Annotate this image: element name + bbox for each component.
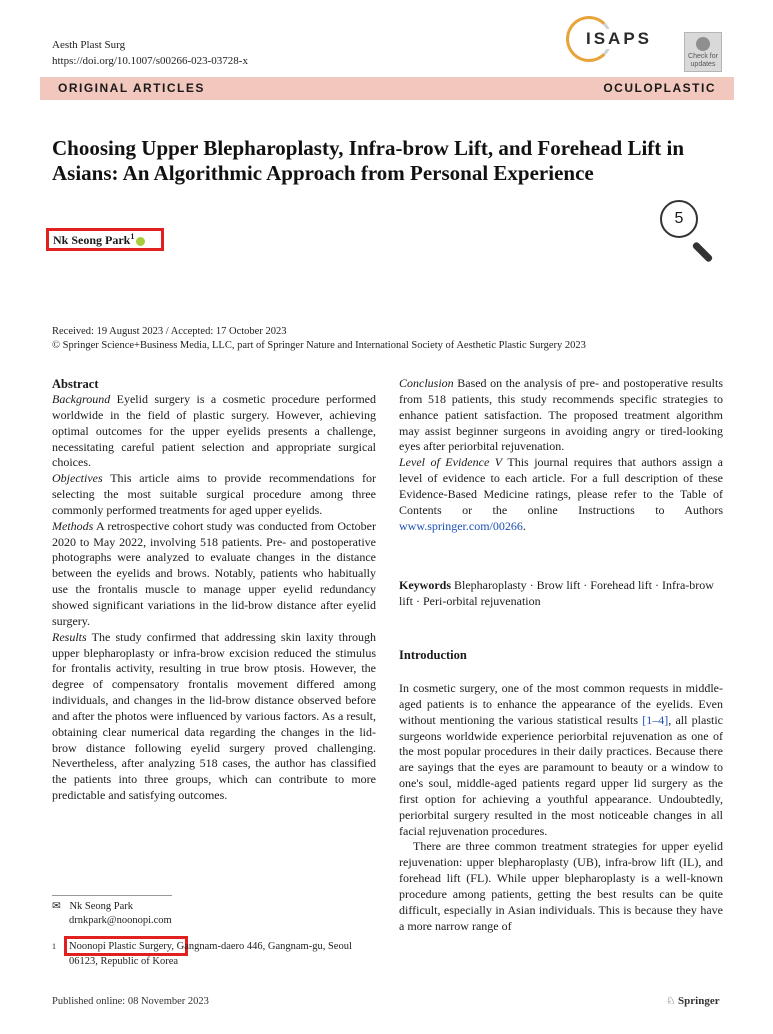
author-affil-sup: 1	[130, 232, 135, 241]
abstract-results	[52, 630, 376, 804]
abstract-methods	[52, 519, 376, 630]
springer-link[interactable]: www.springer.com/00266	[399, 518, 523, 533]
methods-label: Methods	[52, 518, 94, 533]
doi-link[interactable]: https://doi.org/10.1007/s00266-023-03728-x	[52, 55, 248, 67]
introduction-heading: Introduction	[399, 648, 467, 662]
footnote-rule	[52, 895, 172, 896]
affiliation-address: Gangnam-daero 446, Gangnam-gu, Seoul 06123, Republic of Korea	[69, 941, 352, 967]
author-email[interactable]: drnkpark@noonopi.com	[69, 915, 172, 926]
envelope-icon: ✉	[52, 901, 61, 912]
abstract-objectives	[52, 471, 376, 519]
results-text: The study confirmed that addressing skin laxity through upper blepharoplasty or infra-brow excision reduced the stimulus for frontalis activity, resulting in true brow ptosis. However, the degree of compensatory frontalis movement differed among individuals, and changes in the lid-brow distance observed before and after the photos were influenced by various factors. As a result, obtaining clear numerical data regarding the changes in the lid-brow distance following eyelid surgery proved challenging. Nevertheless, after analyzing 518 cases, the author has classified the patients into three groups, which can contribute to more predictable and satisfying outcomes.	[52, 629, 376, 803]
article-title: Choosing Upper Blepharoplasty, Infra-brow Lift, and Forehead Lift in Asians: An Algorithmic Approach from Personal Experience	[52, 136, 685, 185]
isaps-logo	[566, 16, 654, 62]
introduction-heading-wrap	[399, 647, 723, 663]
affil-number: 1	[52, 942, 56, 951]
copyright-line: © Springer Science+Business Media, LLC, part of Springer Nature and International Society of Aesthetic Plastic Surgery 2023	[52, 340, 586, 351]
keywords-text: Blepharoplasty · Brow lift · Forehead lift · Infra-brow lift · Peri-orbital rejuvenation	[399, 578, 714, 608]
abstract-background	[52, 392, 376, 471]
objectives-text: This article aims to provide recommendations for selecting the most suitable surgical procedure among three commonly performed treatments for aged upper eyelids.	[52, 471, 376, 517]
published-online: Published online: 08 November 2023	[52, 996, 209, 1007]
background-text: Eyelid surgery is a cosmetic procedure performed worldwide in the field of plastic surgery. However, achieving optimal outcomes for the upper eyelids presents a challenge, necessitating careful patient selection and appropriate surgical choices.	[52, 392, 377, 470]
abstract-level-of-evidence	[399, 455, 723, 534]
magnifier-handle	[692, 241, 714, 263]
check-for-updates-badge[interactable]	[684, 32, 722, 72]
results-label: Results	[52, 629, 87, 644]
loe-text: This journal requires that authors assign a level of evidence to each article. For a full description of these Evidence-Based Medicine ratings, please refer to the Table of Contents or the online Instructions to Authors	[399, 455, 723, 517]
affiliation-name: Noonopi Plastic Surgery,	[69, 941, 174, 952]
magnifier-icon	[660, 200, 720, 260]
springer-label: Springer	[678, 995, 720, 1007]
orcid-icon[interactable]	[136, 237, 145, 246]
received-accepted: Received: 19 August 2023 / Accepted: 17 October 2023	[52, 326, 287, 337]
corresponding-author: Nk Seong Park	[69, 901, 134, 912]
abstract-left-column	[52, 376, 376, 804]
affiliation	[69, 939, 369, 969]
journal-name: Aesth Plast Surg	[52, 39, 126, 51]
intro-paragraph-1	[399, 681, 723, 839]
springer-horse-icon: ♘	[666, 996, 676, 1007]
abstract-right-column	[399, 376, 723, 534]
intro-p1-b: , all plastic surgeons worldwide experience periorbital rejuvenation as one of the most popular procedures in their daily practices. Because there are sayings that the eyes are paramount to beauty or a window to one's soul, middle-aged patients regard upper lid surgery as the first option for achieving a youthful appearance. Undoubtedly, periorbital surgery resulted in the most noticeable changes in all facial rejuvenation procedures.	[399, 712, 724, 838]
magnifier-number: 5	[660, 200, 698, 238]
reference-link[interactable]: [1–4]	[642, 712, 669, 727]
introduction-body	[399, 681, 723, 935]
category-label: OCULOPLASTIC	[603, 81, 716, 95]
correspondence	[52, 899, 133, 914]
check-updates-label: Check for updates	[688, 53, 718, 68]
springer-footer-logo	[666, 995, 720, 1007]
author-name[interactable]: Nk Seong Park	[53, 233, 131, 247]
objectives-label: Objectives	[52, 471, 103, 486]
intro-paragraph-2: There are three common treatment strategies for upper eyelid rejuvenation: upper blepharoplasty (UB), infra-brow lift (IL), and forehead lift (FL). While upper blepharoplasty is a well-known procedure among patients, getting the best results can be quite difficult, especially in Asian individuals. This is because they have a more narrow range of	[399, 839, 723, 933]
conclusion-label: Conclusion	[399, 376, 454, 390]
isaps-logo-text: ISAPS	[586, 29, 653, 48]
keywords-label: Keywords	[399, 578, 451, 592]
section-band	[40, 77, 734, 100]
author-line	[53, 232, 145, 248]
intro-p1-a: In cosmetic surgery, one of the most common requests in middle-aged patients is to enhance the appearance of the eyelids. Even without mentioning the various statistical results	[399, 681, 723, 727]
loe-end: .	[522, 518, 526, 533]
background-label: Background	[52, 392, 111, 406]
conclusion-text: Based on the analysis of pre- and postoperative results from 518 patients, this study recommends specific strategies to enhance patient satisfaction. The proposed treatment algorithm may assist beginner surgeons in avoiding angry or tired-looking eyes after periorbital rejuvenation.	[399, 376, 723, 454]
bookmark-icon	[696, 37, 710, 51]
section-label: ORIGINAL ARTICLES	[58, 81, 205, 95]
article-meta	[52, 325, 586, 353]
abstract-conclusion	[399, 376, 723, 455]
keywords	[399, 578, 723, 610]
methods-text: A retrospective cohort study was conducted from October 2020 to May 2022, involving 518 patients. Pre- and postoperative photographs were analyzed to evaluate changes in the distance between the eyelids and brows. Notably, patients who habitually use the frontalis muscle to manage upper eyelid redundancy showed significant variations in the lid-brow distance after eyelid surgery.	[52, 518, 376, 628]
abstract-heading: Abstract	[52, 377, 99, 391]
loe-label: Level of Evidence V	[399, 455, 503, 470]
